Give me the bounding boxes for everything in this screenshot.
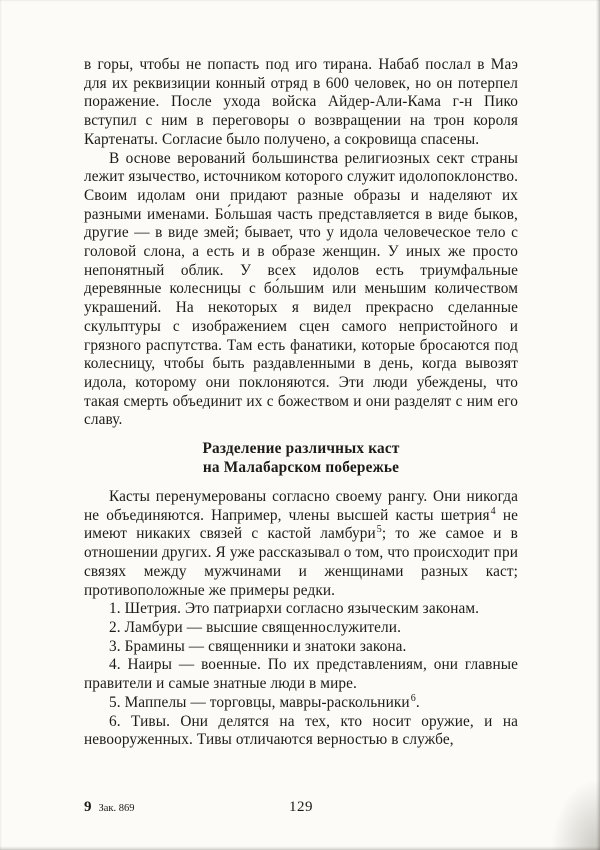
paragraph: 5. Маппелы — торговцы, мавры-раскольники$^6$. (109, 692, 420, 711)
footnote-reference: 4 (490, 505, 496, 517)
paragraph: 6. Тивы. Они делятся на тех, кто носит оружие, и на невооруженных. Тивы отличаются верностью в службе, (84, 712, 518, 749)
paragraph: 4. Наиры — военные. По их представлениям, они главные правители и самые знатные люди в мире. (84, 656, 518, 693)
signature-text: Зак. 869 (98, 803, 135, 814)
scan-edge-artifact (0, 846, 600, 850)
paragraph: 2. Ламбури — высшие священнослужители. (109, 618, 401, 636)
page-body (84, 56, 518, 750)
page-footer (84, 799, 518, 821)
footnote-reference: 5 (376, 524, 382, 536)
footnote-reference: 6 (410, 692, 416, 704)
paragraph: 1. Шетрия. Это патриархи согласно языческим законам. (109, 600, 480, 618)
paragraph: В основе верований большинства религиозных сект страны лежит язычество, источником которого служит идолопоклонство. Своим идолам они придают разные образы и наделяют их разными именами. Бо́льшая часть представляется в виде быков, другие — в виде змей; бывает, что у идола человеческое тело с головой слона, а есть и в образе женщин. У иных же просто непонятный облик. У всех идолов есть триумфальные деревянные колесницы с бо́льшим или меньшим количеством украшений. На некоторых я видел прекрасно сделанные скульптуры с изображением сцен самого непристойного и грязного распутства. Там есть фанатики, которые бросаются под колесницу, чтобы быть раздавленными в день, когда вывозят идола, которому они поклоняются. Эти люди убеждены, что такая смерть объединит их с божеством и они разделят с ним его славу. (84, 149, 518, 429)
paragraph: в горы, чтобы не попасть под иго тирана. Набаб послал в Маэ для их реквизиции конный отряд в 600 человек, но он потерпел поражение. После ухода войска Айдер-Али-Кама г-н Пико вступил с ним в переговоры о возвращении на трон короля Картенаты. Согласие было получено, а сокровища спасены. (84, 56, 518, 148)
page-number: 129 (289, 799, 313, 815)
scan-smudge-artifact (552, 780, 600, 850)
signature-number: 9 (84, 799, 92, 815)
scan-edge-artifact (596, 0, 600, 850)
section-heading: Разделение различных каст на Малабарском побережье (202, 440, 400, 477)
paragraph: 3. Брамины — священники и знатоки закона. (109, 637, 407, 655)
paragraph: Касты перенумерованы согласно своему рангу. Они никогда не объединяются. Например, члены высшей касты шетрия$^4$ не имеют никаких связей с кастой ламбури$^5$; то же самое и в отношении других. Я уже рассказывал о том, что происходит при связях между мужчинами и женщинами разных каст; противоположные же примеры редки. (84, 488, 518, 599)
